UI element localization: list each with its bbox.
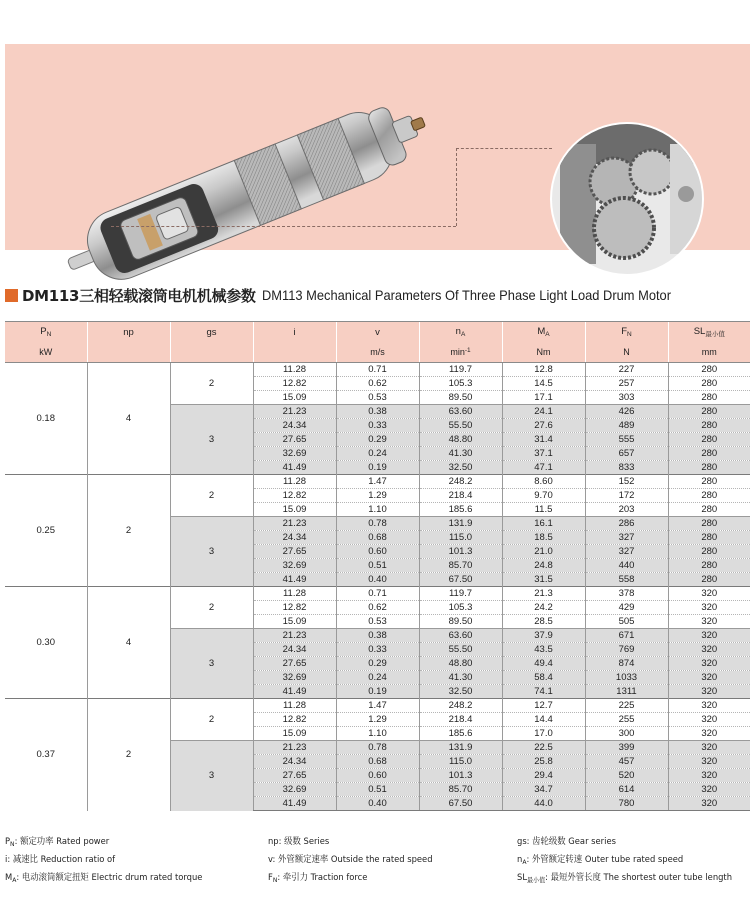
callout-line bbox=[111, 226, 456, 227]
cell-gear-stages: 2 bbox=[170, 475, 253, 517]
legend-pn: $P_N$: 额定功率 Rated power bbox=[5, 837, 110, 848]
cell-gear-stages: 3 bbox=[170, 629, 253, 699]
cell-value: 280 bbox=[668, 503, 750, 517]
legend-sl: $SL_{最小值}$: 最短外管长度 The shortest outer tube length bbox=[517, 873, 733, 884]
cell-value: 85.70 bbox=[419, 559, 502, 573]
legend-fn: $F_N$: 牵引力 Traction force bbox=[268, 873, 368, 884]
cell-value: 1.10 bbox=[336, 727, 419, 741]
cell-value: 21.3 bbox=[502, 587, 585, 601]
cell-value: 11.28 bbox=[253, 699, 336, 713]
cell-value: 31.4 bbox=[502, 433, 585, 447]
title-english: DM113 Mechanical Parameters Of Three Phase Light Load Drum Motor bbox=[261, 287, 671, 303]
cell-value: 41.49 bbox=[253, 461, 336, 475]
cell-value: 320 bbox=[668, 699, 750, 713]
cell-value: 14.5 bbox=[502, 377, 585, 391]
cell-value: 280 bbox=[668, 405, 750, 419]
cell-value: 67.50 bbox=[419, 797, 502, 811]
cell-poles: 4 bbox=[87, 363, 170, 475]
header-symbol: $n_A$ bbox=[419, 322, 502, 343]
cell-poles: 2 bbox=[87, 699, 170, 811]
cell-value: 67.50 bbox=[419, 573, 502, 587]
cell-value: 280 bbox=[668, 419, 750, 433]
cell-power: 0.37 bbox=[5, 699, 87, 811]
cell-value: 21.0 bbox=[502, 545, 585, 559]
cell-value: 105.3 bbox=[419, 377, 502, 391]
cell-value: 25.8 bbox=[502, 755, 585, 769]
cell-value: 280 bbox=[668, 377, 750, 391]
header-symbol: $M_A$ bbox=[502, 322, 585, 343]
cell-value: 105.3 bbox=[419, 601, 502, 615]
cell-value: 27.65 bbox=[253, 433, 336, 447]
header-symbol: i bbox=[253, 322, 336, 343]
cell-value: 34.7 bbox=[502, 783, 585, 797]
header-unit bbox=[170, 342, 253, 363]
parameters-table bbox=[5, 321, 750, 811]
cell-value: 21.23 bbox=[253, 405, 336, 419]
cell-value: 1.29 bbox=[336, 713, 419, 727]
cell-gear-stages: 2 bbox=[170, 363, 253, 405]
cell-value: 43.5 bbox=[502, 643, 585, 657]
cell-value: 1.47 bbox=[336, 699, 419, 713]
cell-value: 24.34 bbox=[253, 755, 336, 769]
cell-value: 833 bbox=[585, 461, 668, 475]
table-row bbox=[5, 699, 750, 713]
cell-value: 152 bbox=[585, 475, 668, 489]
cell-value: 14.4 bbox=[502, 713, 585, 727]
cell-value: 21.23 bbox=[253, 629, 336, 643]
cell-value: 21.23 bbox=[253, 517, 336, 531]
cell-value: 15.09 bbox=[253, 727, 336, 741]
cell-value: 47.1 bbox=[502, 461, 585, 475]
cell-value: 0.40 bbox=[336, 797, 419, 811]
cell-value: 48.80 bbox=[419, 657, 502, 671]
title-marker-icon bbox=[5, 289, 18, 302]
cell-value: 0.38 bbox=[336, 405, 419, 419]
cell-value: 555 bbox=[585, 433, 668, 447]
cell-value: 0.19 bbox=[336, 461, 419, 475]
cell-value: 227 bbox=[585, 363, 668, 377]
table-row bbox=[5, 363, 750, 377]
legend-np: np: 级数 Series bbox=[268, 837, 330, 847]
cell-value: 119.7 bbox=[419, 587, 502, 601]
cell-poles: 4 bbox=[87, 587, 170, 699]
section-title bbox=[5, 284, 706, 306]
cell-value: 203 bbox=[585, 503, 668, 517]
cell-gear-stages: 3 bbox=[170, 517, 253, 587]
legend-gs: gs: 齿轮级数 Gear series bbox=[517, 837, 616, 847]
cell-value: 320 bbox=[668, 713, 750, 727]
cell-value: 874 bbox=[585, 657, 668, 671]
cell-value: 12.82 bbox=[253, 601, 336, 615]
header-unit: Nm bbox=[502, 342, 585, 363]
cell-value: 0.68 bbox=[336, 755, 419, 769]
cell-value: 280 bbox=[668, 545, 750, 559]
table-row bbox=[5, 587, 750, 601]
cell-value: 520 bbox=[585, 769, 668, 783]
cell-value: 41.49 bbox=[253, 573, 336, 587]
cell-value: 218.4 bbox=[419, 489, 502, 503]
header-unit: N bbox=[585, 342, 668, 363]
drum-motor-image bbox=[57, 102, 437, 282]
cell-value: 614 bbox=[585, 783, 668, 797]
legend-v: v: 外管额定速率 Outside the rated speed bbox=[268, 855, 433, 865]
cell-value: 1.10 bbox=[336, 503, 419, 517]
cell-value: 671 bbox=[585, 629, 668, 643]
header-unit: kW bbox=[5, 342, 87, 363]
cell-value: 0.40 bbox=[336, 573, 419, 587]
cell-value: 320 bbox=[668, 755, 750, 769]
header-symbol: $SL_{最小值}$ bbox=[668, 322, 750, 343]
cell-value: 185.6 bbox=[419, 727, 502, 741]
cell-value: 17.0 bbox=[502, 727, 585, 741]
cell-value: 41.49 bbox=[253, 797, 336, 811]
cell-value: 327 bbox=[585, 545, 668, 559]
cell-value: 27.65 bbox=[253, 769, 336, 783]
cell-value: 286 bbox=[585, 517, 668, 531]
cell-value: 17.1 bbox=[502, 391, 585, 405]
header-unit: $\min^{-1}$ bbox=[419, 342, 502, 363]
title-chinese: DM113三相轻载滚筒电机机械参数 bbox=[22, 286, 256, 305]
cell-value: 1033 bbox=[585, 671, 668, 685]
cell-value: 0.33 bbox=[336, 419, 419, 433]
cell-value: 320 bbox=[668, 587, 750, 601]
header-symbol: gs bbox=[170, 322, 253, 343]
cell-value: 15.09 bbox=[253, 503, 336, 517]
cell-value: 440 bbox=[585, 559, 668, 573]
cell-value: 119.7 bbox=[419, 363, 502, 377]
cell-value: 320 bbox=[668, 657, 750, 671]
cell-value: 0.24 bbox=[336, 671, 419, 685]
cell-value: 131.9 bbox=[419, 517, 502, 531]
cell-value: 55.50 bbox=[419, 643, 502, 657]
cell-value: 657 bbox=[585, 447, 668, 461]
cell-value: 15.09 bbox=[253, 615, 336, 629]
cell-value: 18.5 bbox=[502, 531, 585, 545]
cell-power: 0.25 bbox=[5, 475, 87, 587]
cell-value: 0.51 bbox=[336, 783, 419, 797]
cell-value: 11.5 bbox=[502, 503, 585, 517]
cell-value: 15.09 bbox=[253, 391, 336, 405]
cell-value: 248.2 bbox=[419, 475, 502, 489]
cell-value: 21.23 bbox=[253, 741, 336, 755]
callout-line-v bbox=[456, 148, 457, 226]
product-banner bbox=[5, 44, 750, 250]
cell-value: 37.1 bbox=[502, 447, 585, 461]
cell-value: 0.51 bbox=[336, 559, 419, 573]
cell-value: 0.62 bbox=[336, 601, 419, 615]
cell-value: 32.50 bbox=[419, 461, 502, 475]
cell-value: 280 bbox=[668, 391, 750, 405]
cell-value: 8.60 bbox=[502, 475, 585, 489]
cell-value: 12.82 bbox=[253, 377, 336, 391]
cell-value: 426 bbox=[585, 405, 668, 419]
header-symbol: $F_N$ bbox=[585, 322, 668, 343]
cell-value: 32.69 bbox=[253, 783, 336, 797]
cell-value: 429 bbox=[585, 601, 668, 615]
cell-value: 320 bbox=[668, 727, 750, 741]
cell-value: 320 bbox=[668, 643, 750, 657]
cell-power: 0.30 bbox=[5, 587, 87, 699]
cell-value: 63.60 bbox=[419, 405, 502, 419]
cell-gear-stages: 3 bbox=[170, 741, 253, 811]
cell-value: 780 bbox=[585, 797, 668, 811]
cell-value: 24.2 bbox=[502, 601, 585, 615]
cell-value: 32.50 bbox=[419, 685, 502, 699]
cell-value: 0.71 bbox=[336, 587, 419, 601]
header-unit bbox=[87, 342, 170, 363]
cell-value: 225 bbox=[585, 699, 668, 713]
cell-value: 37.9 bbox=[502, 629, 585, 643]
cell-value: 101.3 bbox=[419, 769, 502, 783]
cell-value: 378 bbox=[585, 587, 668, 601]
legend-na: $n_A$: 外管额定转速 Outer tube rated speed bbox=[517, 855, 684, 866]
cell-value: 280 bbox=[668, 433, 750, 447]
cell-value: 320 bbox=[668, 601, 750, 615]
cell-value: 32.69 bbox=[253, 671, 336, 685]
cell-value: 218.4 bbox=[419, 713, 502, 727]
cell-value: 0.29 bbox=[336, 657, 419, 671]
cell-value: 0.68 bbox=[336, 531, 419, 545]
cell-value: 280 bbox=[668, 559, 750, 573]
cell-value: 131.9 bbox=[419, 741, 502, 755]
cell-value: 32.69 bbox=[253, 447, 336, 461]
cell-value: 16.1 bbox=[502, 517, 585, 531]
header-unit: m/s bbox=[336, 342, 419, 363]
cell-value: 11.28 bbox=[253, 587, 336, 601]
cell-value: 280 bbox=[668, 517, 750, 531]
cell-value: 115.0 bbox=[419, 531, 502, 545]
cell-value: 55.50 bbox=[419, 419, 502, 433]
cell-value: 558 bbox=[585, 573, 668, 587]
cell-value: 63.60 bbox=[419, 629, 502, 643]
header-symbol: v bbox=[336, 322, 419, 343]
cell-value: 41.30 bbox=[419, 447, 502, 461]
cell-value: 327 bbox=[585, 531, 668, 545]
cell-value: 12.82 bbox=[253, 713, 336, 727]
cell-value: 257 bbox=[585, 377, 668, 391]
cell-value: 0.71 bbox=[336, 363, 419, 377]
cell-gear-stages: 3 bbox=[170, 405, 253, 475]
cell-value: 44.0 bbox=[502, 797, 585, 811]
cell-value: 457 bbox=[585, 755, 668, 769]
cell-value: 0.24 bbox=[336, 447, 419, 461]
cell-gear-stages: 2 bbox=[170, 699, 253, 741]
cell-value: 89.50 bbox=[419, 391, 502, 405]
cell-value: 1.47 bbox=[336, 475, 419, 489]
cell-value: 49.4 bbox=[502, 657, 585, 671]
cell-value: 24.1 bbox=[502, 405, 585, 419]
cell-value: 27.65 bbox=[253, 545, 336, 559]
cell-value: 248.2 bbox=[419, 699, 502, 713]
header-symbol: np bbox=[87, 322, 170, 343]
cell-value: 255 bbox=[585, 713, 668, 727]
cell-value: 11.28 bbox=[253, 363, 336, 377]
cell-value: 505 bbox=[585, 615, 668, 629]
cell-value: 1311 bbox=[585, 685, 668, 699]
header-unit: mm bbox=[668, 342, 750, 363]
cell-value: 0.33 bbox=[336, 643, 419, 657]
cell-value: 0.29 bbox=[336, 433, 419, 447]
cell-value: 101.3 bbox=[419, 545, 502, 559]
cell-value: 58.4 bbox=[502, 671, 585, 685]
cell-value: 85.70 bbox=[419, 783, 502, 797]
cell-value: 280 bbox=[668, 363, 750, 377]
header-unit bbox=[253, 342, 336, 363]
legend-i: i: 减速比 Reduction ratio of bbox=[5, 855, 116, 865]
cell-value: 74.1 bbox=[502, 685, 585, 699]
cell-value: 280 bbox=[668, 475, 750, 489]
cell-value: 280 bbox=[668, 461, 750, 475]
cell-value: 24.34 bbox=[253, 419, 336, 433]
cell-value: 0.53 bbox=[336, 391, 419, 405]
cell-value: 12.7 bbox=[502, 699, 585, 713]
cell-value: 320 bbox=[668, 629, 750, 643]
cell-value: 0.53 bbox=[336, 615, 419, 629]
cell-value: 24.34 bbox=[253, 531, 336, 545]
cell-value: 300 bbox=[585, 727, 668, 741]
cell-value: 11.28 bbox=[253, 475, 336, 489]
legend bbox=[5, 834, 750, 894]
cell-value: 280 bbox=[668, 447, 750, 461]
cell-value: 320 bbox=[668, 769, 750, 783]
cell-value: 27.65 bbox=[253, 657, 336, 671]
cell-value: 89.50 bbox=[419, 615, 502, 629]
cell-value: 48.80 bbox=[419, 433, 502, 447]
cell-value: 28.5 bbox=[502, 615, 585, 629]
callout-line-h bbox=[456, 148, 552, 149]
cell-value: 41.49 bbox=[253, 685, 336, 699]
cell-value: 172 bbox=[585, 489, 668, 503]
cell-value: 115.0 bbox=[419, 755, 502, 769]
cell-value: 0.62 bbox=[336, 377, 419, 391]
cell-power: 0.18 bbox=[5, 363, 87, 475]
cell-value: 12.82 bbox=[253, 489, 336, 503]
cell-value: 27.6 bbox=[502, 419, 585, 433]
cell-value: 320 bbox=[668, 741, 750, 755]
cell-value: 24.34 bbox=[253, 643, 336, 657]
table-row bbox=[5, 475, 750, 489]
cell-value: 9.70 bbox=[502, 489, 585, 503]
cell-value: 320 bbox=[668, 783, 750, 797]
cell-value: 769 bbox=[585, 643, 668, 657]
cell-value: 489 bbox=[585, 419, 668, 433]
header-symbol: $P_N$ bbox=[5, 322, 87, 343]
cell-value: 320 bbox=[668, 685, 750, 699]
cell-value: 0.60 bbox=[336, 769, 419, 783]
cell-value: 399 bbox=[585, 741, 668, 755]
cell-value: 0.60 bbox=[336, 545, 419, 559]
cell-value: 280 bbox=[668, 489, 750, 503]
cell-value: 41.30 bbox=[419, 671, 502, 685]
cell-value: 0.78 bbox=[336, 517, 419, 531]
cell-value: 185.6 bbox=[419, 503, 502, 517]
cell-poles: 2 bbox=[87, 475, 170, 587]
cell-value: 320 bbox=[668, 797, 750, 811]
cell-value: 0.38 bbox=[336, 629, 419, 643]
cell-value: 280 bbox=[668, 531, 750, 545]
cell-gear-stages: 2 bbox=[170, 587, 253, 629]
gearbox-zoom-image bbox=[552, 124, 702, 274]
cell-value: 31.5 bbox=[502, 573, 585, 587]
cell-value: 280 bbox=[668, 573, 750, 587]
cell-value: 320 bbox=[668, 671, 750, 685]
cell-value: 1.29 bbox=[336, 489, 419, 503]
cell-value: 0.78 bbox=[336, 741, 419, 755]
cell-value: 12.8 bbox=[502, 363, 585, 377]
cell-value: 22.5 bbox=[502, 741, 585, 755]
cell-value: 29.4 bbox=[502, 769, 585, 783]
cell-value: 32.69 bbox=[253, 559, 336, 573]
cell-value: 0.19 bbox=[336, 685, 419, 699]
cell-value: 303 bbox=[585, 391, 668, 405]
cell-value: 24.8 bbox=[502, 559, 585, 573]
legend-ma: $M_A$: 电动滚筒额定扭矩 Electric drum rated torque bbox=[5, 873, 203, 884]
cell-value: 320 bbox=[668, 615, 750, 629]
